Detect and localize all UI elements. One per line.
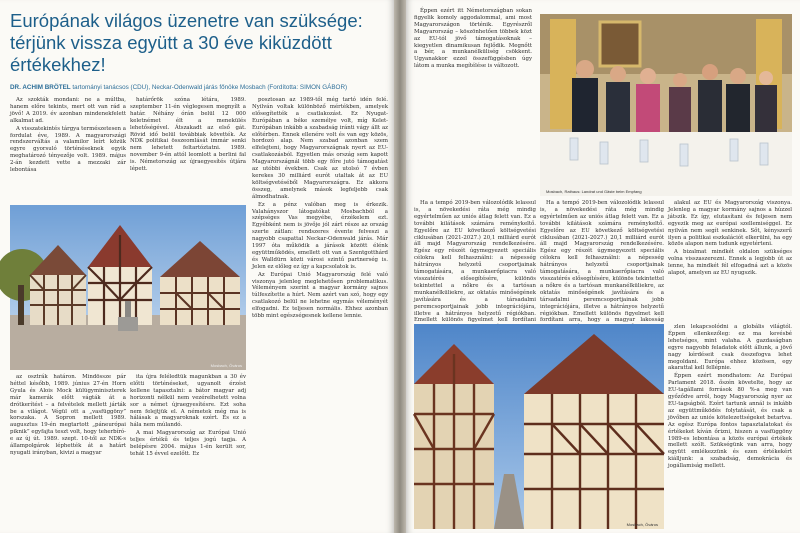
left-column-1-bottom xyxy=(10,374,126,527)
paragraph: határőrök szóna létára, 1989. szeptember 11-én véglegesen megnyílt a határ. Néhány órán belül 12 000 keletnémet élt a menekülés lehetőségével. Átszakadt az első gát. Rövid idő belül továbbiak követték. Az NDK politikai összeomlását immár senki nem lehetett feltartóztatni. 1989. november 9-én attól leomlott a berlini fal is. Németország az újraegyesítés útjára lépett. xyxy=(130,97,246,173)
author-role: tartományi tanácsos (CDU), Neckar-Odenwald járás főnöke Mosbach (Fordította: SIMON GÁBOR) xyxy=(70,84,348,91)
reception-photo xyxy=(540,14,792,196)
right-column-1-top xyxy=(414,8,532,198)
left-column-2-top xyxy=(130,97,246,200)
paragraph: Ha a tempó 2019-ben válozolódik lelassul is, a növekedési ráta még mindig egyértelműen az uniós átlag felett van. Ez a további kilátások számára reménykeltő. Egyelőre az EU következő költségvetési ciklusában (2021-2027.) 20,1 milliárd eurót áll majd Magyarország rendelkezésére. Egész egy részét úgymegyezett speciális célokra kell felhasználni: a népesség hátrányos helyzetű csoportjainak támogatására, a munkaerőpiacra való visszatérés elősegítésére, különös tekintettel a nőkre és a tartósan munkanélküliekre, az oktatás minőségének javítására és a társadalmi peremcsoportjainak jobb integrációjára, illetve a hátrányos helyzetű régiókban. Emellett különös figyelmet kell fordítani xyxy=(414,200,536,324)
paragraph: ita újra feléledtük magunkban a 30 év előtti történéseket, ugyanolt érzést kellene tapasztalni: a bátor magyar adj horizonti nélkül nem vezérelhetett volna sor a német újraegyesítésre. Ezt soha nem felejtjük el. A németek még ma is hálásak a magyaroknak ezért. És ez a hála nem múlandó. xyxy=(130,374,246,429)
paragraph: Éppen ezért itt Németországban sokan figyelik komoly aggodalommal, ami most Magyarországon történik. Egyrészről Magyarország – köszönhetően többek közt az EU-tól jövő támogatásoknak – kiegyetlen dinamikusan fejlődik. Megnőtt a bér, a munkanélküliség csökkent. Ugyanakkor ezzel összefüggésben úgy látom a munka megítélése is változott. xyxy=(414,8,532,70)
paragraph: Ez a pénz valóban meg is érkezik. Valahányszor látogatókat Mosbachból a szépséges Vas megyébe, érzékelem ezt. Egyébként nem is jövője jól zárt része az ország szerte zátlan: rendszeres évente felveszi a nagyobb csapattal Neckar-Odenwald járás. Már 1997 óta működik a járások között élénk együttműködés, emellett ott van a Szentgotthárd és Walldürn közti városi szintű partnerség is. Jelen ez előleg ez így a kapcsolatok is. xyxy=(252,201,388,270)
left-page xyxy=(0,0,394,533)
old-town-illustration xyxy=(414,324,664,529)
paragraph: Az Európai Unió Magyarország felé való viszonya jelenleg meglehetősen problematikus. Véleményem szerint a magyar kormány sajnos túlfeszítette a húrt. Nem azért van szó, hogy egy csatlakozó belül ne lehetne egymás véleményét elfogadni. Ez teljesen normális. Ehhez azonban több mint egészségesnek kellene lennie. xyxy=(252,271,388,320)
left-column-3 xyxy=(252,97,388,527)
photo-caption: Mosbach, Óváros xyxy=(626,522,658,527)
paragraph: Ha a tempó 2019-ben válozolódik lelassul is, a növekedési ráta még mindig egyértelműen az uniós átlag felett van. Ez a további kilátások számára reménykeltő. Egyelőre az EU következő költségvetési ciklusában (2021-2027.) 20,1 milliárd eurót áll majd Magyarország rendelkezésére. Egész egy részét úgymegyezett speciális célokra kell felhasználni: a népesség hátrányos helyzetű csoportjainak támogatására, a munkaerőpiacra való visszatérés elősegítésére, különös tekintettel a nőkre és a tartósan munkanélküliekre, az oktatás minőségének javítására és a társadalmi peremcsoportjainak jobb integrációjára, illetve a hátrányos helyzetű régiókban. Emellett különös figyelmet kell fordítani arra, hogy a magyar lakosság xyxy=(540,200,664,324)
right-column-4-lower xyxy=(668,324,792,529)
article-byline xyxy=(10,84,390,91)
author-name: DR. ACHIM BRÖTEL xyxy=(10,84,71,91)
right-page xyxy=(406,0,800,533)
right-column-2-lower xyxy=(540,200,664,324)
paragraph: A bizalmat mindkét oldalon szükséges volna visszaszerezni. Ennek a legjobb út az lenne, ha mindkét fél elfogadná azt a közös alapot, amelyen az EU nyugszik. xyxy=(668,249,792,277)
right-column-3-lower xyxy=(668,200,792,320)
paragraph: A visszatekintés tárgya természetesen a fordulat éve, 1989. A magyarországi rendszerváltás a valamilor leírt közük egyre gyorsuló történéseknek egyik meghatározó tényezője volt. 1989. május 2-án kezdett vette a mezzaki zár lebontása xyxy=(10,125,126,174)
reception-illustration xyxy=(540,14,792,196)
paragraph: alakul az EU és Magyarország viszonya. Jelenleg a magyar kormány sajnos a húzzel játszik. Ez így, elutasítani és feljesen nem egyezik meg az európai szellemiséggel. Ez nyilván nem segít senkinek. Sőt, kényszerű ilyen a politikai eszkalációt elkerülni, ha egy közös alapon nem tudunk egyetérteni. xyxy=(668,200,792,248)
town-square-illustration xyxy=(10,205,246,370)
left-column-2-bottom xyxy=(130,374,246,527)
article-title: Európának világos üzenetre van szüksége: térjünk vissza együtt a 30 éve kiküzdött értékekhez! xyxy=(10,10,363,75)
right-column-1-continued xyxy=(414,200,536,324)
paragraph: A mai Magyarország az Európai Unió teljes értékű és teljes jogú tagja. A belépésre 2004. május 1-én került sor, tehát 15 évvel ezelőtt. Ez xyxy=(130,430,246,457)
photo-caption: Mosbach, Rathaus: Landrat und Gäste beim Empfang xyxy=(546,189,642,194)
paragraph: Az szokták mondani: ne a múltba, hanem előre tekints, mert ott van rád a jövő! A 2019. év azonban mindenekfelett alkalmat ad. xyxy=(10,97,126,124)
paragraph: Éppen ezért mondhatom: Az Európai Parlament 2018. őszén követelte, hogy az EU-tagállami források 80 %-a meg van győződve arról, hogy Magyarország nyer az EU-tagságból. Ezért tartunk annál is inkább az együttműködés folytatását, és csak a jövőben az uniós kötelezettségeket betartva. Az egész Európa fontos tapasztalatokat és értékeket kíván őrizni, hiszen a vasfüggöny 1989-es lebontása a közös európai értékek mellett szólt. Szükségünk van arra, hogy együtt emlékezzünk és ezen értékekért kiálljunk: a szabadság, demokrácia és jogállamiság mellett. xyxy=(668,373,792,470)
paragraph: az osztrák határon. Mindössze pár héttel később, 1989. június 27-én Horn Gyula és Alois Mock külügyminiszterek már kamerák előtt vágták át a drótkerítést – a felvételek mellett járták be a világot. Végül ott a „vasfüggöny” korszaka. A Sopron mellett 1989. augusztus 19-én megtartott „páneurópai piknik” egyfajta teszt volt, hogy teherbíró-e az új út. 1989. szept. 10-től az NDK-s állampolgárok léphették át a határt nyugati irányban, kivizi a magyar xyxy=(10,374,126,456)
page-gutter xyxy=(394,0,406,533)
photo-caption: Mosbach, Óváros xyxy=(210,363,242,368)
town-square-photo xyxy=(10,205,246,370)
old-town-photo xyxy=(414,324,664,529)
paragraph: posztosan az 1989-től még tartó idén felé. Nyilván voltak különböző mértékben, amelyek elősegítették a csatlakozást. Ez Nyugat-Európában a béke személye volt, míg Kelet-Európában inkább a szabadság iránti vágy állt az előtérben. Ennek ellenére volt és van egy közös, hordozó alap. Nem szabad azonban szem elfelejteni, hogy Magyarországnak nyert az EU-csatlakozásból. Egyetlen más ország sem kapott Magyarországnál több egy főre jutó támogatást az utóbbi években. Csak az utolsó 7 évben kerekes 30 milliárd eurót utaltak át az EU költségvetéséből Magyarországra. Ez akkora összeg, amelynek mások legfeljebb csak álmodhatnak. xyxy=(252,97,388,200)
left-column-1-top xyxy=(10,97,126,200)
paragraph: zlen lekapcsolódni a globális világtól. Éppen ellenkezőleg: ez ma kevésbé lehetséges, mint valaha. A gazdaságban egyre nagyobb feladatok előtt állunk, a jövő nagy kérdéseit csak összefogva lehet megoldani. Európa ehhez közösen, egy akarattal kell fellépnie. xyxy=(668,324,792,372)
